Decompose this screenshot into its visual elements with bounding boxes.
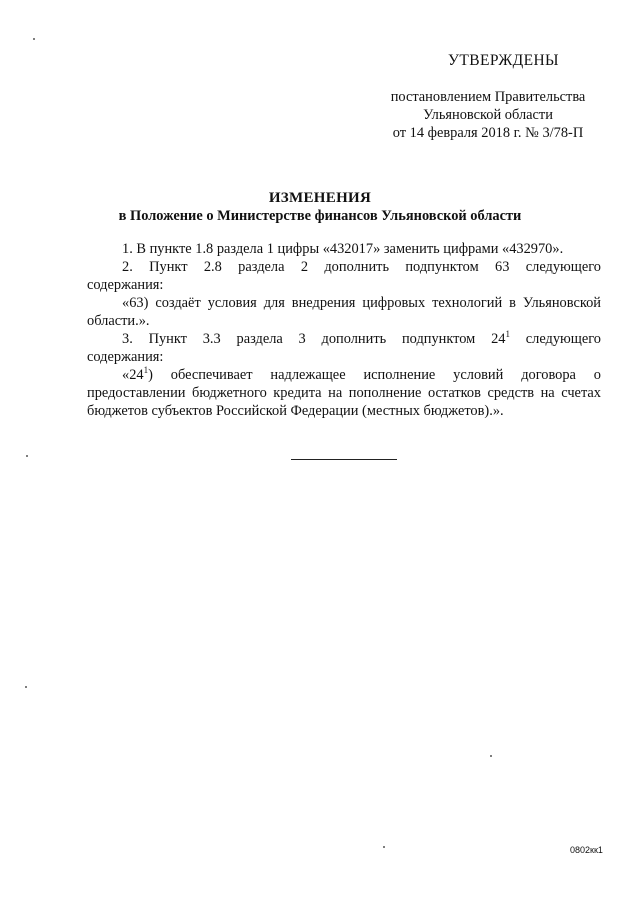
document-title: ИЗМЕНЕНИЯ	[268, 190, 372, 206]
item-3-continuation: содержания:	[87, 349, 164, 365]
item-2-continuation: содержания:	[87, 277, 164, 293]
issuer-line: постановлением Правительства	[390, 89, 586, 105]
scan-speck	[490, 755, 492, 757]
item-2-line: 2. Пункт 2.8 раздела 2 дополнить подпунктом 63 следующего	[122, 259, 601, 275]
superscript: 1	[143, 365, 149, 375]
item-3-quote-text: ) обеспечивает надлежащее исполнение условий договора о предоставлении бюджетного кредита на пополнение остатков средств на счетах бюджетов субъектов Российской Федерации (местных бюджетов).».	[87, 367, 601, 419]
item-3-quote	[87, 366, 601, 420]
item-3-text-end: следующего	[509, 331, 601, 347]
separator-line	[291, 459, 397, 460]
document-code: 0802кк1	[570, 845, 603, 855]
superscript: 1	[505, 329, 510, 339]
issuer-line: от 14 февраля 2018 г. № 3/78-П	[392, 125, 584, 141]
scan-speck	[383, 846, 385, 848]
issuer-block	[370, 88, 606, 142]
item-3-line	[87, 330, 601, 348]
scan-speck	[25, 686, 27, 688]
scan-speck	[33, 38, 35, 40]
item-2-quote: «63) создаёт условия для внедрения цифровых технологий в Ульяновской области.».	[87, 295, 601, 329]
document-body	[87, 240, 601, 420]
scan-speck	[26, 455, 28, 457]
document-subtitle: в Положение о Министерстве финансов Ульяновской области	[118, 208, 522, 224]
item-3-quote-start: «24	[122, 367, 144, 383]
item-1: 1. В пункте 1.8 раздела 1 цифры «432017» заменить цифрами «432970».	[122, 241, 564, 257]
approved-stamp: УТВЕРЖДЕНЫ	[448, 52, 559, 69]
issuer-line: Ульяновской области	[423, 107, 553, 123]
item-3-text: 3. Пункт 3.3 раздела 3 дополнить подпунктом 24	[122, 331, 506, 347]
